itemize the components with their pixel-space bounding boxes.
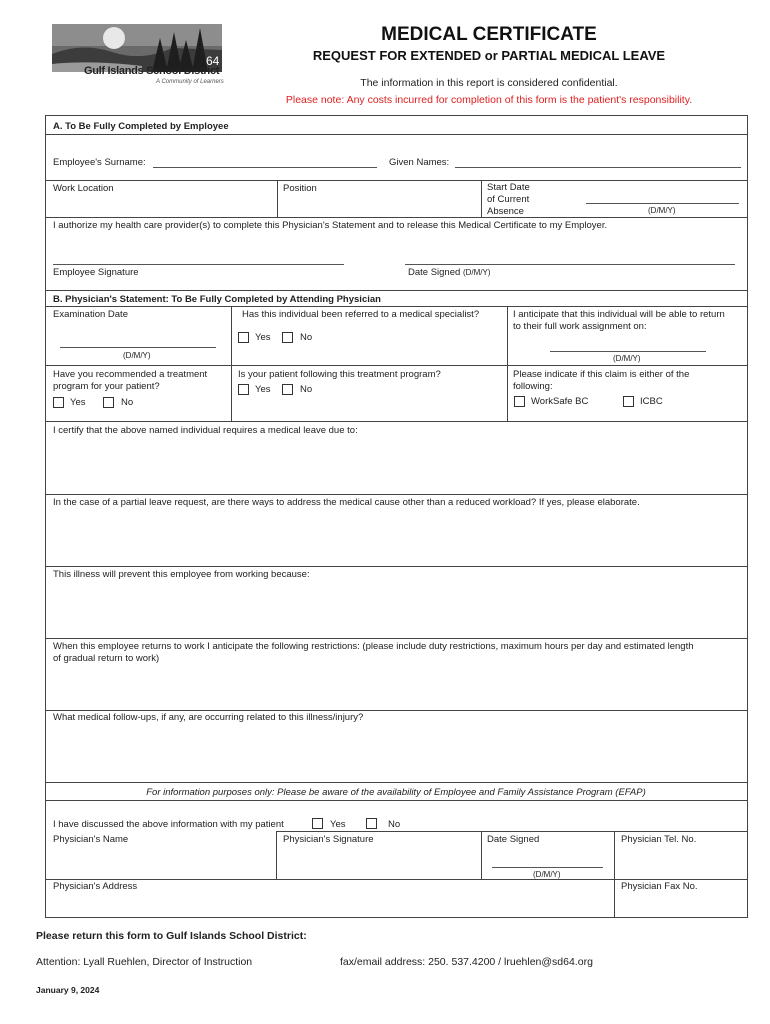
employee-date-label: [408, 267, 491, 278]
work-location-label: Work Location: [53, 183, 114, 194]
followups-label: What medical follow-ups, if any, are occurring related to this illness/injury?: [53, 712, 364, 723]
restrictions-label-2: of gradual return to work): [53, 653, 160, 664]
start-date-format: (D/M/Y): [648, 206, 676, 215]
given-names-field[interactable]: [455, 167, 741, 168]
anticipate-return-label: I anticipate that this individual will be able to return: [513, 309, 725, 320]
recommended-no-checkbox[interactable]: [103, 397, 114, 408]
given-names-label: Given Names:: [389, 157, 450, 168]
authorization-text: I authorize my health care provider(s) to complete this Physician's Statement and to release this Medical Certificate to my Employer.: [53, 220, 608, 231]
section-b-heading: B. Physician's Statement: To Be Fully Completed by Attending Physician: [53, 294, 381, 305]
recommended-question: Have you recommended a treatment: [53, 369, 208, 380]
employee-signature-label: Employee Signature: [53, 267, 139, 278]
logo-tagline: A Community of Learners: [156, 79, 224, 85]
recommended-question-2: program for your patient?: [53, 381, 160, 392]
anticipate-return-label-2: to their full work assignment on:: [513, 321, 647, 332]
exam-date-format: (D/M/Y): [123, 351, 151, 360]
physician-signature-label: Physician's Signature: [283, 834, 374, 845]
logo-number: 64: [206, 54, 220, 68]
icbc-checkbox[interactable]: [623, 396, 634, 407]
section-a-heading: A. To Be Fully Completed by Employee: [53, 121, 229, 132]
referred-yes-checkbox[interactable]: [238, 332, 249, 343]
discussed-no-checkbox[interactable]: [366, 818, 377, 829]
referred-question: Has this individual been referred to a medical specialist?: [242, 309, 480, 320]
recommended-yes-label: Yes: [70, 397, 86, 408]
discussed-no-label: No: [388, 819, 401, 830]
referred-no-checkbox[interactable]: [282, 332, 293, 343]
following-yes-checkbox[interactable]: [238, 384, 249, 395]
date-signed-text: Date Signed: [408, 267, 461, 278]
prevent-field[interactable]: [46, 580, 746, 638]
physician-tel-label: Physician Tel. No.: [621, 834, 697, 845]
start-date-label-2: of Current: [487, 194, 530, 205]
employee-date-field[interactable]: [405, 264, 735, 265]
partial-leave-label: In the case of a partial leave request, are there ways to address the medical cause other than a reduced workload? If yes, please elaborate.: [53, 497, 640, 508]
exam-date-field[interactable]: [60, 347, 216, 348]
following-no-checkbox[interactable]: [282, 384, 293, 395]
start-date-label-3: Absence: [487, 206, 524, 217]
attention-line: Attention: Lyall Ruehlen, Director of Instruction: [36, 956, 253, 968]
return-instruction: Please return this form to Gulf Islands School District:: [36, 930, 307, 942]
start-date-field[interactable]: [586, 203, 739, 204]
discussed-yes-checkbox[interactable]: [312, 818, 323, 829]
physician-date-field[interactable]: [492, 867, 603, 868]
physician-date-label: Date Signed: [487, 834, 540, 845]
return-date-field[interactable]: [550, 351, 706, 352]
logo-name: Gulf Islands School District: [84, 65, 220, 77]
confidential-note: The information in this report is considered confidential.: [360, 77, 618, 89]
exam-date-label: Examination Date: [53, 309, 128, 320]
discussed-label: I have discussed the above information with my patient: [53, 819, 284, 830]
date-signed-format: (D/M/Y): [462, 268, 491, 277]
restrictions-label: When this employee returns to work I anticipate the following restrictions: (please include duty restrictions, maximum hours per day and estimated length: [53, 641, 694, 652]
prevent-label: This illness will prevent this employee from working because:: [53, 569, 310, 580]
position-label: Position: [283, 183, 317, 194]
surname-field[interactable]: [153, 167, 377, 168]
physician-name-label: Physician's Name: [53, 834, 129, 845]
worksafe-checkbox[interactable]: [514, 396, 525, 407]
claim-question-2: following:: [513, 381, 553, 392]
following-no-label: No: [300, 384, 313, 395]
contact-line[interactable]: fax/email address: 250. 537.4200 / lruehlen@sd64.org: [340, 956, 593, 968]
cost-note: Please note: Any costs incurred for completion of this form is the patient's responsibility.: [285, 94, 693, 106]
revision-date: January 9, 2024: [36, 985, 100, 995]
following-question: Is your patient following this treatment program?: [238, 369, 441, 380]
form-title: MEDICAL CERTIFICATE: [381, 24, 597, 45]
recommended-no-label: No: [121, 397, 134, 408]
restrictions-field[interactable]: [46, 664, 746, 710]
return-date-format: (D/M/Y): [613, 354, 641, 363]
form-subtitle: REQUEST FOR EXTENDED or PARTIAL MEDICAL LEAVE: [312, 48, 666, 63]
referred-no-label: No: [300, 332, 313, 343]
certify-label: I certify that the above named individual requires a medical leave due to:: [53, 425, 358, 436]
surname-label: Employee's Surname:: [53, 157, 146, 168]
claim-question: Please indicate if this claim is either of the: [513, 369, 690, 380]
discussed-yes-label: Yes: [330, 819, 346, 830]
efap-notice: For information purposes only: Please be aware of the availability of Employee and Family Assistance Program (EFAP): [146, 787, 646, 798]
referred-yes-label: Yes: [255, 332, 271, 343]
physician-fax-label: Physician Fax No.: [621, 881, 698, 892]
icbc-label: ICBC: [640, 396, 663, 407]
physician-address-label: Physician's Address: [53, 881, 138, 892]
partial-leave-field[interactable]: [46, 508, 746, 566]
employee-signature-field[interactable]: [53, 264, 344, 265]
following-yes-label: Yes: [255, 384, 271, 395]
physician-date-format: (D/M/Y): [533, 870, 561, 879]
start-date-label: Start Date: [487, 182, 530, 193]
followups-field[interactable]: [46, 724, 746, 782]
certify-field[interactable]: [46, 436, 746, 494]
recommended-yes-checkbox[interactable]: [53, 397, 64, 408]
worksafe-label: WorkSafe BC: [531, 396, 589, 407]
